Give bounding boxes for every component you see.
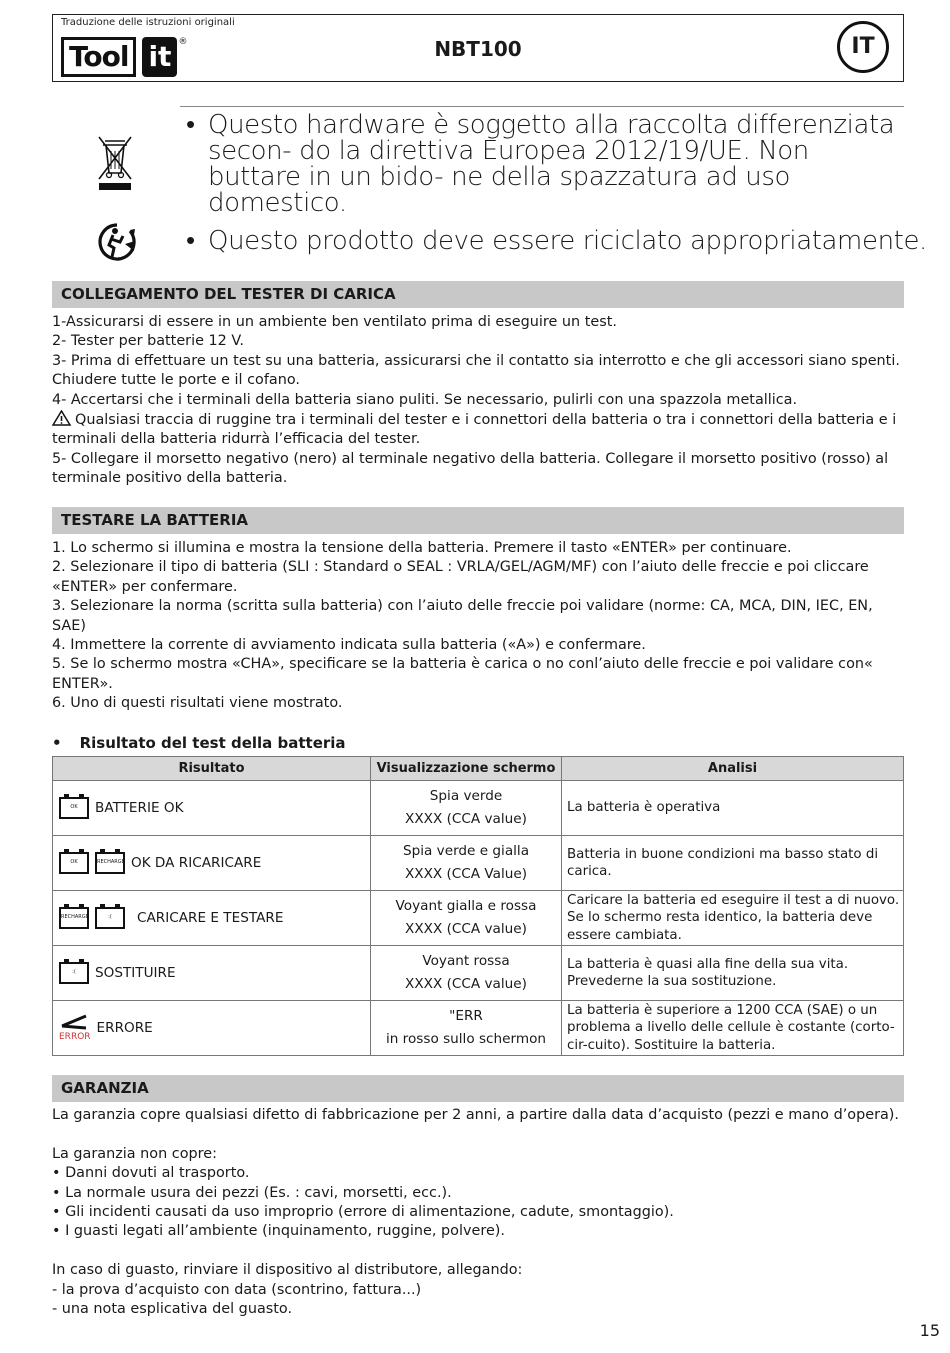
warning-icon [52, 410, 71, 426]
column-header: Risultato [53, 757, 371, 781]
table-row: OK RECHARGE OK DA RICARICARE Spia verde e gialla XXXX (CCA Value) Batteria in buone condizioni ma basso stato di carica. [53, 836, 904, 891]
table-row: RECHARGE :( CARICARE E TESTARE Voyant gialla e rossa XXXX (CCA value) Caricare la batteria ed eseguire il test a di nuovo. Se lo schermo resta identico, la batteria deve essere cambiata. [53, 891, 904, 946]
battery-icon: OK [59, 852, 89, 874]
section-title-test: TESTARE LA BATTERIA [52, 507, 904, 534]
battery-icon: OK [59, 797, 89, 819]
clamp-icon [60, 1014, 90, 1030]
crossed-bin-icon [95, 133, 135, 191]
table-row: :( SOSTITUIRE Voyant rossa XXXX (CCA value) La batteria è quasi alla fine della sua vita. Prevederne la sua sostituzione. [53, 946, 904, 1001]
column-header: Visualizzazione schermo [371, 757, 562, 781]
test-instructions: 1. Lo schermo si illumina e mostra la tensione della batteria. Premere il tasto «ENTER» per continuare. 2. Selezionare il tipo di batteria (SLI : Standard o SEAL : VRLA/GEL/AGM/MF) con l’aiuto delle freccie e poi cliccare «ENTER» per confermare. 3. Selezionare la norma (scritta sulla batteria) con l’aiuto delle freccie poi validare (norme: CA, MCA, DIN, IEC, EN, SAE) 4. Immettere la corrente di avviamento indicata sulla batteria («A») e confermare. 5. Se lo schermo mostra «CHA», specificare se la batteria è carica o no conl’aiuto delle freccie e poi validare con« ENTER». 6. Uno di questi risultati viene mostrato. [52, 540, 873, 712]
disposal-text: Questo hardware è soggetto alla raccolta differenziata secon- do la direttiva Europea 2012/19/UE. Non buttare in un bido- ne della spazzatura ad uso domestico. [208, 110, 895, 218]
results-table [52, 756, 904, 1056]
recycling-text: Questo prodotto deve essere riciclato appropriatamente. [208, 226, 927, 256]
results-subtitle: • Risultato del test della batteria [52, 734, 346, 752]
divider [180, 106, 904, 107]
warranty-text: La garanzia copre qualsiasi difetto di fabbricazione per 2 anni, a partire dalla data d’acquisto (pezzi e mano d’opera). La garanzia non copre: • Danni dovuti al trasporto. • La normale usura dei pezzi (Es. : cavi, morsetti, ecc.). • Gli incidenti causati da uso improprio (errore di alimentazione, cadute, smontaggio). • I guasti legati all’ambiente (inquinamento, ruggine, polvere). In caso di guasto, rinviare il dispositivo al distributore, allegando: - la prova d’acquisto con data (scontrino, fattura...) - una nota esplicativa del guasto. [52, 1107, 899, 1318]
page-header [52, 14, 904, 82]
model-title: NBT100 [434, 37, 522, 61]
column-header: Analisi [562, 757, 904, 781]
toolit-logo: Tool it ® [61, 37, 187, 77]
recycle-icon [95, 222, 139, 262]
battery-icon: RECHARGE [59, 907, 89, 929]
table-row: OK BATTERIE OK Spia verde XXXX (CCA value) La batteria è operativa [53, 781, 904, 836]
sad-face-icon: :( [95, 907, 125, 929]
translation-note: Traduzione delle istruzioni originali [61, 17, 235, 28]
table-row: ERROR ERRORE "ERR in rosso sullo schermon La batteria è superiore a 1200 CCA (SAE) o un problema a livello delle cellule è costante (corto-cir-cuito). Sostituire la batteria. [53, 1001, 904, 1056]
sad-face-icon: :( [59, 962, 89, 984]
connection-instructions: 1-Assicurarsi di essere in un ambiente ben ventilato prima di eseguire un test. 2- Tester per batterie 12 V. 3- Prima di effettuare un test su una batteria, assicurarsi che il contatto sia interrotto e che gli accessori siano spenti. Chiudere tutte le porte e il cofano. 4- Accertarsi che i terminali della batteria siano puliti. Se necessario, pulirli con una spazzola metallica. Qualsiasi traccia di ruggine tra i terminali del tester e i connettori della batteria o tra i connettori della batteria e i terminali della batteria ridurrà l’efficacia del tester. 5- Collegare il morsetto negativo (nero) al terminale negativo della batteria. Collegare il morsetto positivo (rosso) al terminale positivo della batteria. [52, 314, 900, 487]
table-header-row [53, 757, 904, 781]
error-label: ERROR [59, 1032, 91, 1042]
battery-icon: RECHARGE [95, 852, 125, 874]
language-badge: IT [837, 21, 889, 73]
section-title-warranty: GARANZIA [52, 1075, 904, 1102]
section-title-connection: COLLEGAMENTO DEL TESTER DI CARICA [52, 281, 904, 308]
page-number: 15 [919, 1321, 940, 1340]
